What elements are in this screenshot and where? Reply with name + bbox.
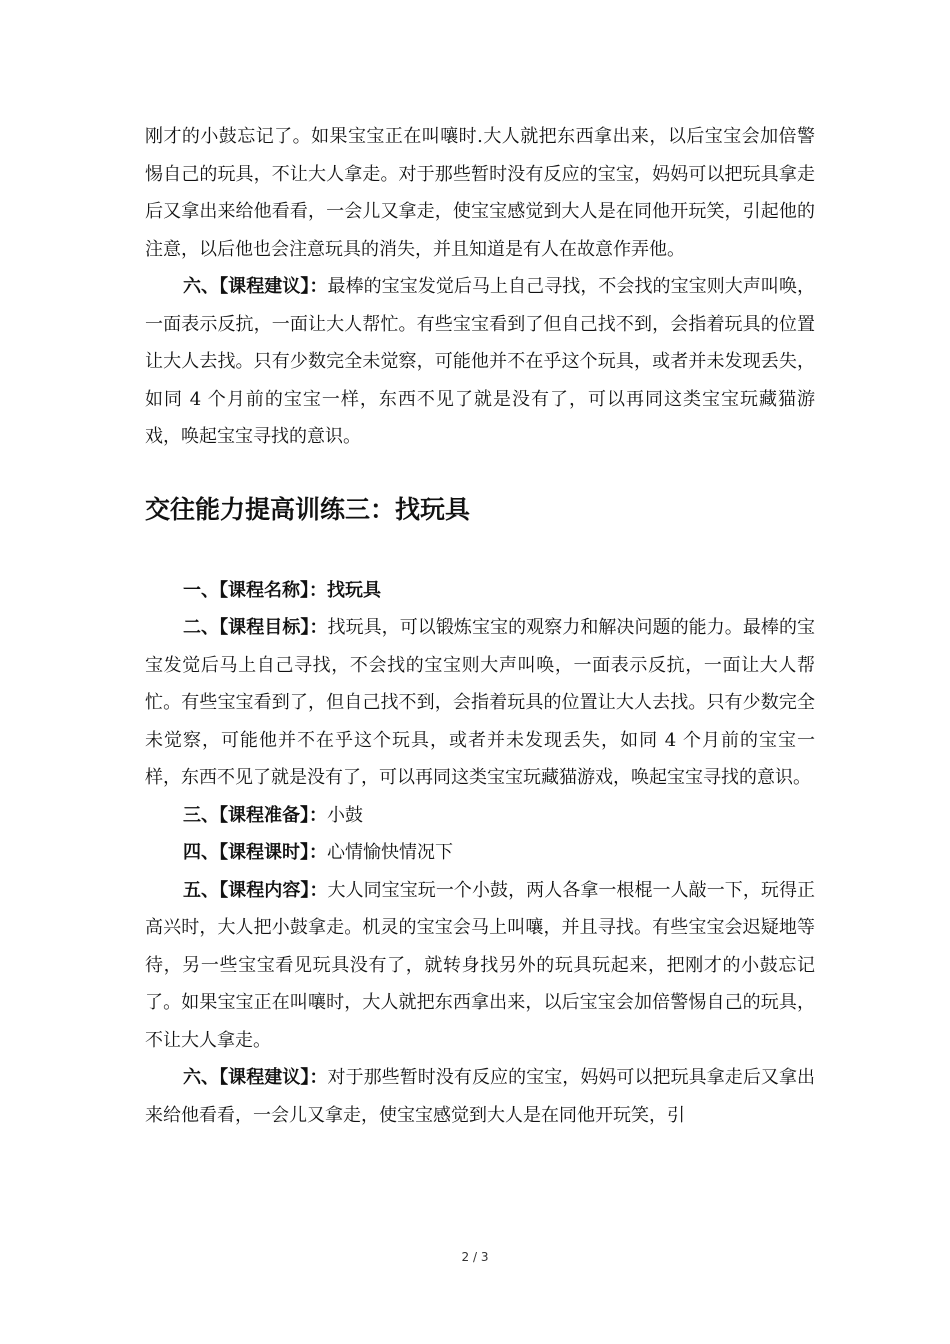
course-time-text: 心情愉快情况下 <box>327 842 453 863</box>
course-content-item <box>145 872 815 1060</box>
course-prep-heading: 三、【课程准备】： <box>183 804 327 826</box>
course-prep-text: 小鼓 <box>327 804 363 826</box>
course-suggestion-item <box>145 1059 815 1134</box>
course-goal-heading: 二、【课程目标】： <box>183 617 328 638</box>
suggestion-heading: 六、【课程建议】： <box>183 276 328 297</box>
course-content-text: 大人同宝宝玩一个小鼓，两人各拿一根棍一人敲一下，玩得正高兴时，大人把小鼓拿走。机灵的宝宝会马上叫嚷，并且寻找。有些宝宝会迟疑地等待，另一些宝宝看见玩具没有了，就转身找另外的玩具玩起来，把刚才的小鼓忘记了。如果宝宝正在叫嚷时，大人就把东西拿出来，以后宝宝会加倍警惕自己的玩具，不让大人拿走。 <box>145 879 815 1051</box>
course-name-text: 找玩具 <box>327 579 381 601</box>
page-number: 2 / 3 <box>461 1250 489 1264</box>
section-title: 交往能力提高训练三：找玩具 <box>145 494 471 524</box>
continued-paragraph: 刚才的小鼓忘记了。如果宝宝正在叫嚷时.大人就把东西拿出来，以后宝宝会加倍警惕自己的玩具，不让大人拿走。对于那些暂时没有反应的宝宝，妈妈可以把玩具拿走后又拿出来给他看看，一会儿又拿走，使宝宝感觉到大人是在同他开玩笑，引起他的注意，以后他也会注意玩具的消失，并且知道是有人在故意作弄他。 <box>145 126 815 260</box>
course-suggestion-heading: 六、【课程建议】： <box>183 1067 328 1088</box>
course-content-heading: 五、【课程内容】： <box>183 879 328 901</box>
course-suggestion-text: 对于那些暂时没有反应的宝宝，妈妈可以把玩具拿走后又拿出来给他看看，一会儿又拿走，使宝宝感觉到大人是在同他开玩笑，引 <box>145 1067 815 1126</box>
suggestion-text: 最棒的宝宝发觉后马上自己寻找，不会找的宝宝则大声叫唤，一面表示反抗，一面让大人帮忙。有些宝宝看到了但自己找不到，会指着玩具的位置让大人去找。只有少数完全未觉察，可能他并不在乎这个玩具，或者并未发现丢失，如同 4 个月前的宝宝一样，东西不见了就是没有了，可以再同这类宝宝玩藏猫游戏，唤起宝宝寻找的意识。 <box>145 276 815 447</box>
course-name-heading: 一、【课程名称】： <box>183 579 327 601</box>
course-time-heading: 四、【课程课时】： <box>183 842 327 863</box>
section-title-wrap <box>145 490 815 530</box>
course-time-item <box>145 834 815 872</box>
suggestion-paragraph <box>145 268 815 456</box>
course-name-item <box>145 572 815 610</box>
page-content <box>145 118 815 1134</box>
course-prep-item <box>145 797 815 835</box>
course-goal-text: 找玩具，可以锻炼宝宝的观察力和解决问题的能力。最棒的宝宝发觉后马上自己寻找，不会找的宝宝则大声叫唤，一面表示反抗，一面让大人帮忙。有些宝宝看到了，但自己找不到，会指着玩具的位置让大人去找。只有少数完全未觉察，可能他并不在乎这个玩具，或者并未发现丢失，如同 4 个月前的宝宝一样，东西不见了就是没有了，可以再同这类宝宝玩藏猫游戏，唤起宝宝寻找的意识。 <box>145 617 815 788</box>
course-goal-item <box>145 609 815 797</box>
